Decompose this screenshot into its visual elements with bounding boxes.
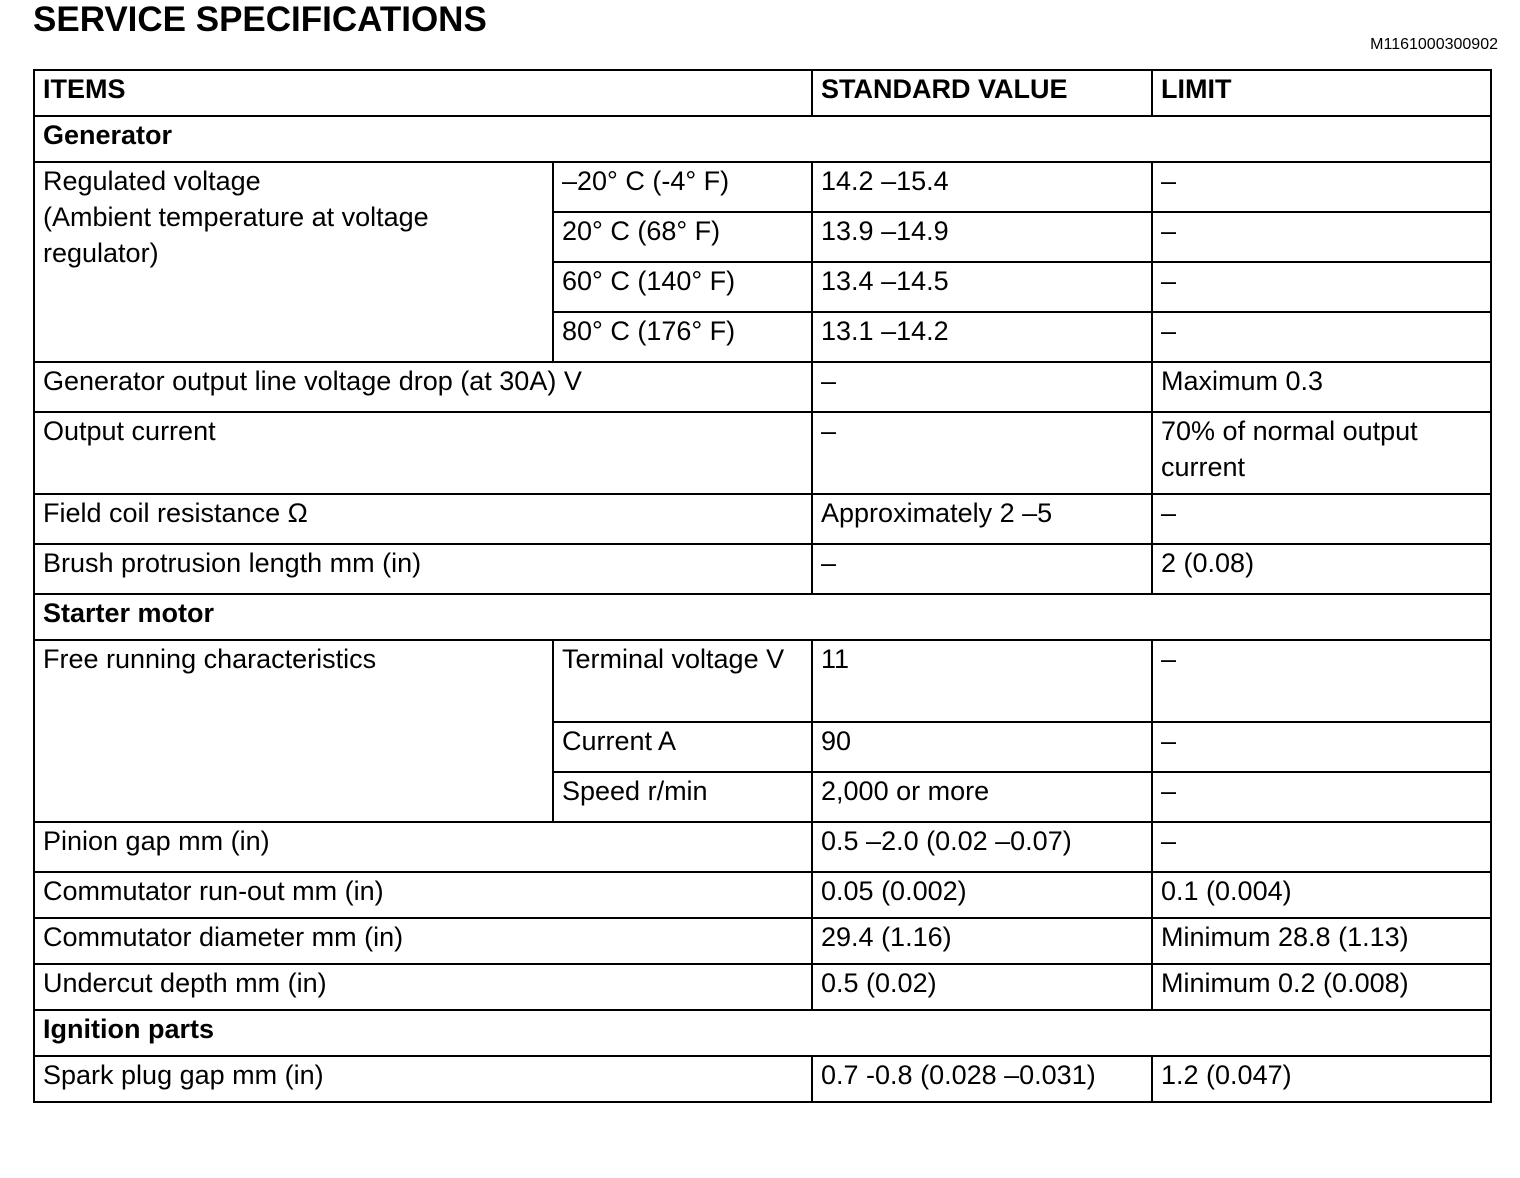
item-cell: Undercut depth mm (in) xyxy=(34,964,812,1010)
section-row-ignition-parts xyxy=(34,1010,1491,1056)
header-limit: LIMIT xyxy=(1152,70,1491,116)
table-row xyxy=(34,640,1491,722)
limit-cell: 1.2 (0.047) xyxy=(1152,1056,1491,1102)
limit-cell: Minimum 28.8 (1.13) xyxy=(1152,918,1491,964)
table-row xyxy=(34,362,1491,412)
limit-cell: Minimum 0.2 (0.008) xyxy=(1152,964,1491,1010)
table-row xyxy=(34,872,1491,918)
item-cell: Spark plug gap mm (in) xyxy=(34,1056,812,1102)
limit-cell: 0.1 (0.004) xyxy=(1152,872,1491,918)
header-row xyxy=(34,70,1491,116)
item-regulated-voltage xyxy=(34,162,553,362)
standard-value-cell: 14.2 –15.4 xyxy=(812,162,1152,212)
limit-cell: Maximum 0.3 xyxy=(1152,362,1491,412)
section-row-starter-motor xyxy=(34,594,1491,640)
limit-cell: 70% of normal output current xyxy=(1152,412,1491,494)
condition-cell: –20° C (-4° F) xyxy=(553,162,812,212)
document-id: M1161000300902 xyxy=(1370,36,1498,53)
table-row xyxy=(34,918,1491,964)
item-cell: Brush protrusion length mm (in) xyxy=(34,544,812,594)
limit-cell: – xyxy=(1152,312,1491,362)
item-cell: Output current xyxy=(34,412,812,494)
section-title-starter-motor: Starter motor xyxy=(34,594,1491,640)
limit-cell: – xyxy=(1152,262,1491,312)
item-label: Regulated voltage (Ambient temperature at voltage regulator) xyxy=(43,166,429,268)
condition-cell: 60° C (140° F) xyxy=(553,262,812,312)
standard-value-cell: 0.7 -0.8 (0.028 –0.031) xyxy=(812,1056,1152,1102)
standard-value-cell: 13.1 –14.2 xyxy=(812,312,1152,362)
condition-cell: 20° C (68° F) xyxy=(553,212,812,262)
condition-cell: Terminal voltage V xyxy=(553,640,812,722)
standard-value-cell: – xyxy=(812,412,1152,494)
standard-value-cell: 13.4 –14.5 xyxy=(812,262,1152,312)
limit-cell: 2 (0.08) xyxy=(1152,544,1491,594)
item-cell: Commutator diameter mm (in) xyxy=(34,918,812,964)
table-row xyxy=(34,544,1491,594)
page-title: SERVICE SPECIFICATIONS xyxy=(33,0,487,39)
standard-value-cell: 0.05 (0.002) xyxy=(812,872,1152,918)
limit-cell: – xyxy=(1152,494,1491,544)
standard-value-cell: 29.4 (1.16) xyxy=(812,918,1152,964)
table-row xyxy=(34,1056,1491,1102)
limit-cell: – xyxy=(1152,822,1491,872)
standard-value-cell: 0.5 –2.0 (0.02 –0.07) xyxy=(812,822,1152,872)
standard-value-cell: 11 xyxy=(812,640,1152,722)
table-row xyxy=(34,822,1491,872)
standard-value-cell: 0.5 (0.02) xyxy=(812,964,1152,1010)
limit-cell: – xyxy=(1152,212,1491,262)
section-title-generator: Generator xyxy=(34,116,1491,162)
standard-value-cell: – xyxy=(812,544,1152,594)
table-row xyxy=(34,494,1491,544)
table-row xyxy=(34,964,1491,1010)
condition-cell: Speed r/min xyxy=(553,772,812,822)
specifications-table xyxy=(33,69,1492,1103)
item-cell: Commutator run-out mm (in) xyxy=(34,872,812,918)
limit-cell: – xyxy=(1152,722,1491,772)
limit-cell: – xyxy=(1152,772,1491,822)
limit-cell: – xyxy=(1152,640,1491,722)
standard-value-cell: – xyxy=(812,362,1152,412)
header-items: ITEMS xyxy=(34,70,812,116)
header-standard-value: STANDARD VALUE xyxy=(812,70,1152,116)
section-title-ignition-parts: Ignition parts xyxy=(34,1010,1491,1056)
standard-value-cell: 90 xyxy=(812,722,1152,772)
item-cell: Generator output line voltage drop (at 30A) V xyxy=(34,362,812,412)
table-row xyxy=(34,412,1491,494)
limit-cell: – xyxy=(1152,162,1491,212)
standard-value-cell: 13.9 –14.9 xyxy=(812,212,1152,262)
condition-cell: 80° C (176° F) xyxy=(553,312,812,362)
table-row xyxy=(34,162,1491,212)
condition-cell: Current A xyxy=(553,722,812,772)
standard-value-cell: 2,000 or more xyxy=(812,772,1152,822)
item-cell: Pinion gap mm (in) xyxy=(34,822,812,872)
standard-value-cell: Approximately 2 –5 xyxy=(812,494,1152,544)
item-cell: Field coil resistance Ω xyxy=(34,494,812,544)
section-row-generator xyxy=(34,116,1491,162)
item-free-running: Free running characteristics xyxy=(34,640,553,822)
